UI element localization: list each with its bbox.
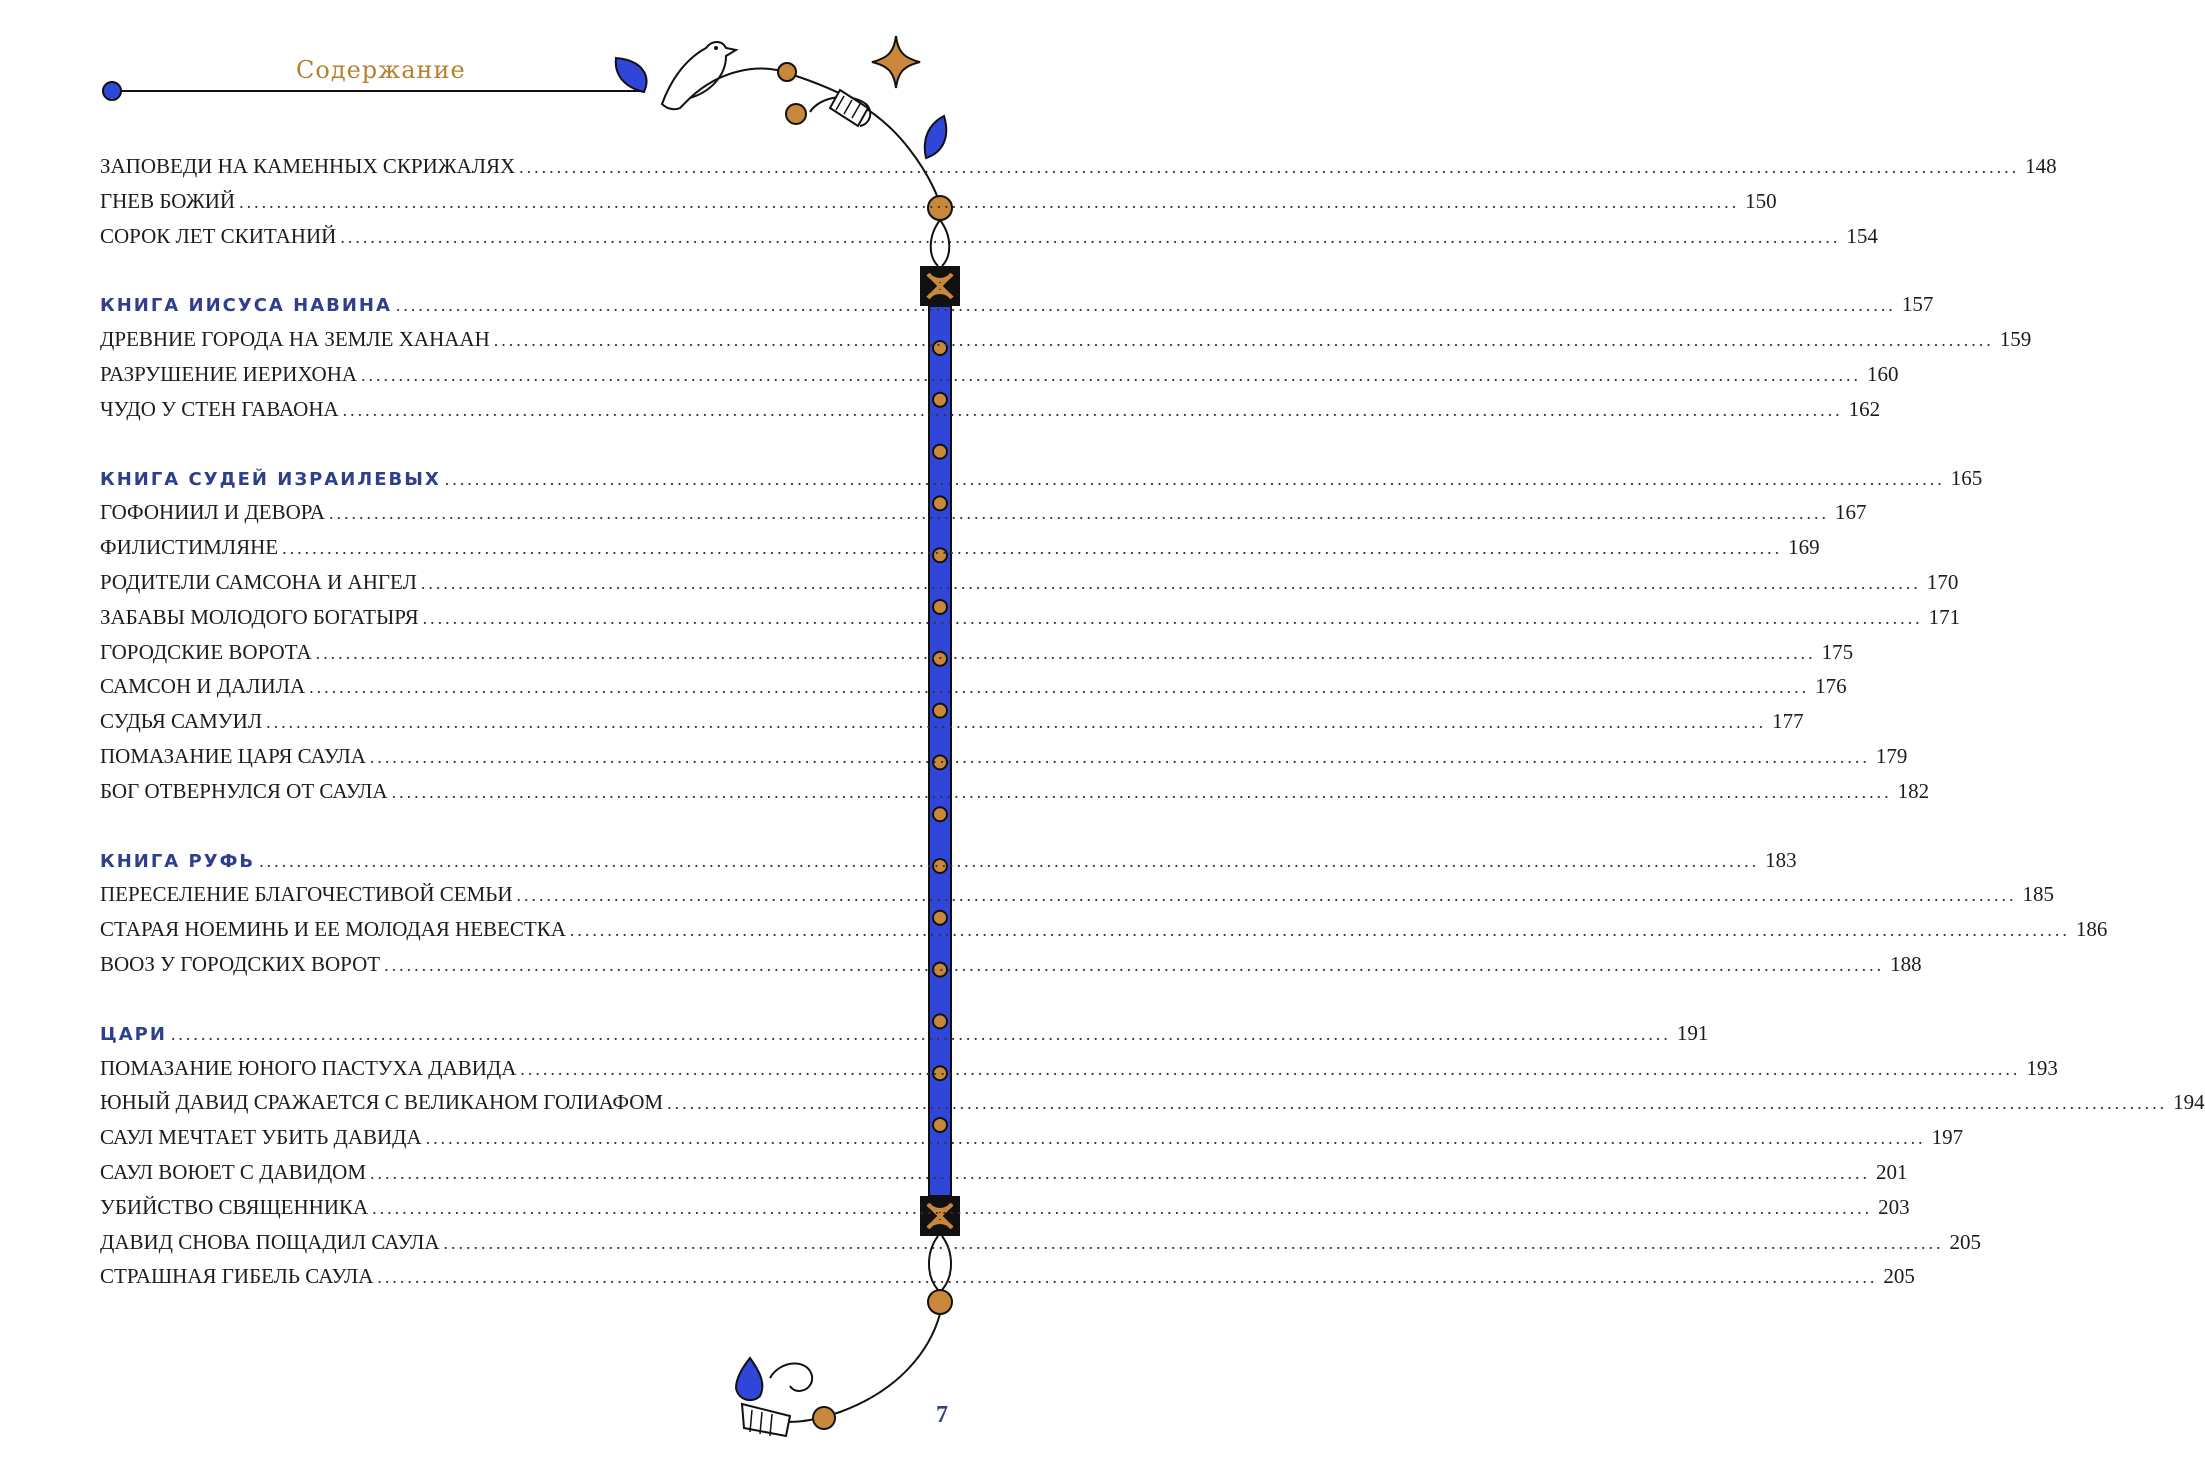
toc-entry-title: САУЛ ВОЮЕТ С ДАВИДОМ (100, 1159, 367, 1184)
dot-leader: ........................................................................................................................................................................................................ (170, 1023, 1671, 1044)
toc-section (100, 1020, 2205, 1299)
toc-entry-page: 169 (1788, 535, 1820, 560)
dot-leader: ........................................................................................................................................................................................................ (443, 1232, 1944, 1253)
toc-entry-page: 150 (1745, 188, 1777, 213)
toc-entry (100, 1229, 1982, 1265)
dot-leader: ........................................................................................................................................................................................................ (342, 399, 1843, 420)
dot-leader: ........................................................................................................................................................................................................ (315, 642, 1816, 663)
toc-entry-title: ЦАРИ (100, 1023, 167, 1045)
toc-entry-title: ПОМАЗАНИЕ ЮНОГО ПАСТУХА ДАВИДА (100, 1055, 517, 1080)
toc-entry (100, 951, 1922, 987)
toc-entry (100, 188, 1777, 224)
toc-entry (100, 1159, 1908, 1195)
dot-leader: ........................................................................................................................................................................................................ (425, 1128, 1926, 1149)
page-title: Содержание (296, 56, 466, 84)
dot-leader: ........................................................................................................................................................................................................ (395, 295, 1896, 316)
dot-leader: ........................................................................................................................................................................................................ (667, 1093, 2168, 1114)
toc-entry (100, 535, 1820, 570)
gold-bead (813, 1407, 835, 1429)
toc-entry-page: 175 (1821, 639, 1854, 664)
toc-entry-page: 205 (1883, 1264, 1915, 1289)
toc-entry-title: ДРЕВНИЕ ГОРОДА НА ЗЕМЛЕ ХАНААН (100, 327, 490, 352)
toc-entry-title: СТРАШНАЯ ГИБЕЛЬ САУЛА (100, 1264, 374, 1289)
toc-entry (100, 154, 2057, 189)
dot-leader: ........................................................................................................................................................................................................ (569, 920, 2070, 941)
gold-bead (786, 104, 806, 124)
toc-book-heading (100, 1020, 1709, 1056)
toc-entry-title: ДАВИД СНОВА ПОЩАДИЛ САУЛА (100, 1229, 440, 1254)
star-icon (872, 36, 920, 88)
toc-entry-page: 177 (1772, 709, 1804, 734)
toc-entry-title: БОГ ОТВЕРНУЛСЯ ОТ САУЛА (100, 778, 388, 803)
leaf-icon (736, 1358, 762, 1400)
toc-entry-page: 186 (2075, 917, 2108, 942)
dot-leader: ........................................................................................................................................................................................................ (377, 1267, 1878, 1288)
toc-entry-title: ВООЗ У ГОРОДСКИХ ВОРОТ (100, 951, 381, 976)
column-bead (933, 445, 947, 459)
toc-entry-title: ЗАБАВЫ МОЛОДОГО БОГАТЫРЯ (100, 604, 419, 629)
toc-book-heading (100, 847, 1797, 883)
toc-entry (100, 709, 1804, 744)
toc-entry-title: ПОМАЗАНИЕ ЦАРЯ САУЛА (100, 743, 366, 768)
dot-leader: ........................................................................................................................................................................................................ (422, 607, 1923, 628)
toc-entry-page: 162 (1848, 396, 1881, 421)
toc-entry-title: КНИГА СУДЕЙ ИЗРАИЛЕВЫХ (100, 468, 441, 490)
toc-entry (100, 674, 1847, 709)
toc-entry-page: 203 (1878, 1194, 1910, 1219)
toc-entry (100, 361, 1899, 397)
dot-leader: ........................................................................................................................................................................................................ (372, 1197, 1873, 1218)
dot-leader: ........................................................................................................................................................................................................ (420, 572, 1921, 593)
leaf-icon (925, 116, 946, 158)
toc-entry-page: 191 (1676, 1020, 1709, 1045)
dot-leader: ........................................................................................................................................................................................................ (391, 781, 1892, 802)
toc-entry-title: РАЗРУШЕНИЕ ИЕРИХОНА (100, 361, 358, 386)
dot-leader: ........................................................................................................................................................................................................ (444, 468, 1945, 489)
gold-bead (928, 1290, 952, 1314)
toc-entry-page: 171 (1928, 604, 1961, 629)
dot-leader: ........................................................................................................................................................................................................ (370, 1162, 1871, 1183)
toc-entry-title: СТАРАЯ НОЕМИНЬ И ЕЕ МОЛОДАЯ НЕВЕСТКА (100, 917, 566, 942)
toc-entry-title: ГОРОДСКИЕ ВОРОТА (100, 639, 312, 664)
toc-entry-title: ГНЕВ БОЖИЙ (100, 188, 236, 213)
toc-entry-page: 167 (1834, 500, 1867, 525)
header-rule-dot (103, 82, 121, 100)
toc-entry-page: 193 (2026, 1055, 2058, 1080)
toc-section (100, 847, 2108, 987)
toc-entry-page: 188 (1890, 951, 1922, 976)
dot-leader: ........................................................................................................................................................................................................ (328, 503, 1829, 524)
dot-leader: ........................................................................................................................................................................................................ (282, 538, 1783, 559)
toc-entry-page: 148 (2025, 154, 2057, 178)
toc-entry (100, 327, 2032, 362)
toc-book-heading (100, 292, 1934, 327)
toc-entry-title: СУДЬЯ САМУИЛ (100, 709, 263, 734)
toc-entry-page: 197 (1931, 1125, 1964, 1150)
toc-section (100, 154, 2057, 258)
toc-entry (100, 500, 1867, 535)
toc-entry (100, 1125, 1964, 1160)
toc-entry (100, 569, 1959, 605)
toc-entry-page: 179 (1875, 743, 1908, 768)
toc-entry-title: ЗАПОВЕДИ НА КАМЕННЫХ СКРИЖАЛЯХ (100, 154, 516, 178)
toc-entry (100, 1055, 2058, 1091)
dot-leader: ........................................................................................................................................................................................................ (239, 191, 1740, 212)
toc-entry-page: 182 (1897, 778, 1930, 803)
toc-entry (100, 743, 1908, 779)
toc-entry-title: РОДИТЕЛИ САМСОНА И АНГЕЛ (100, 569, 417, 594)
toc-entry-title: ЮНЫЙ ДАВИД СРАЖАЕТСЯ С ВЕЛИКАНОМ ГОЛИАФОМ (100, 1090, 664, 1115)
toc-section (100, 465, 1983, 814)
toc-entry (100, 917, 2108, 952)
toc-entry-title: САМСОН И ДАЛИЛА (100, 674, 306, 699)
toc-entry-page: 160 (1867, 361, 1899, 386)
dot-leader: ........................................................................................................................................................................................................ (516, 885, 2017, 906)
dot-leader: ........................................................................................................................................................................................................ (493, 330, 1994, 351)
toc-entry-title: КНИГА ИИСУСА НАВИНА (100, 295, 392, 317)
toc-entry (100, 604, 1961, 640)
toc-entry-title: ПЕРЕСЕЛЕНИЕ БЛАГОЧЕСТИВОЙ СЕМЬИ (100, 882, 513, 907)
dot-leader: ........................................................................................................................................................................................................ (519, 157, 2020, 177)
toc-entry-page: 183 (1765, 847, 1797, 872)
toc-entry-title: САУЛ МЕЧТАЕТ УБИТЬ ДАВИДА (100, 1125, 422, 1150)
toc-entry-page: 159 (1999, 327, 2032, 352)
toc-section (100, 292, 2032, 431)
toc-entry (100, 778, 1930, 814)
toc-book-heading (100, 465, 1983, 501)
toc-entry-title: УБИЙСТВО СВЯЩЕННИКА (100, 1194, 369, 1219)
toc-entry (100, 639, 1854, 675)
column-bead (933, 807, 947, 821)
toc-entry (100, 1090, 2205, 1125)
toc-entry (100, 1194, 1910, 1230)
toc-entry-title: ГОФОНИИЛ И ДЕВОРА (100, 500, 325, 525)
toc-entry-page: 157 (1901, 292, 1934, 317)
toc-entry-title: СОРОК ЛЕТ СКИТАНИЙ (100, 223, 337, 248)
dot-leader: ........................................................................................................................................................................................................ (361, 364, 1862, 385)
dot-leader: ........................................................................................................................................................................................................ (520, 1058, 2021, 1079)
dot-leader: ........................................................................................................................................................................................................ (340, 226, 1841, 247)
dot-leader: ........................................................................................................................................................................................................ (266, 712, 1767, 733)
toc-entry-page: 185 (2022, 882, 2055, 907)
toc-entry (100, 396, 1881, 432)
toc-entry-title: ФИЛИСТИМЛЯНЕ (100, 535, 279, 560)
dot-leader: ........................................................................................................................................................................................................ (384, 954, 1885, 975)
toc-entry-title: КНИГА РУФЬ (100, 850, 256, 872)
toc-entry (100, 223, 1878, 259)
gold-bead (778, 63, 796, 81)
dot-leader: ........................................................................................................................................................................................................ (309, 677, 1810, 698)
toc-entry-page: 176 (1815, 674, 1847, 699)
page-number: 7 (936, 1402, 948, 1428)
toc-entry-page: 194 (2173, 1090, 2205, 1115)
dot-leader: ........................................................................................................................................................................................................ (369, 746, 1870, 767)
leaf-icon (616, 58, 647, 92)
toc-entry (100, 1264, 1915, 1299)
toc-entry-page: 165 (1950, 465, 1983, 490)
toc-entry-page: 154 (1846, 223, 1878, 248)
table-of-contents (100, 154, 2205, 1333)
toc-entry (100, 882, 2055, 917)
toc-entry-page: 205 (1949, 1229, 1982, 1254)
toc-entry-page: 170 (1926, 569, 1959, 594)
toc-entry-title: ЧУДО У СТЕН ГАВАОНА (100, 396, 339, 421)
dot-leader: ........................................................................................................................................................................................................ (259, 850, 1760, 871)
toc-entry-page: 201 (1876, 1159, 1908, 1184)
